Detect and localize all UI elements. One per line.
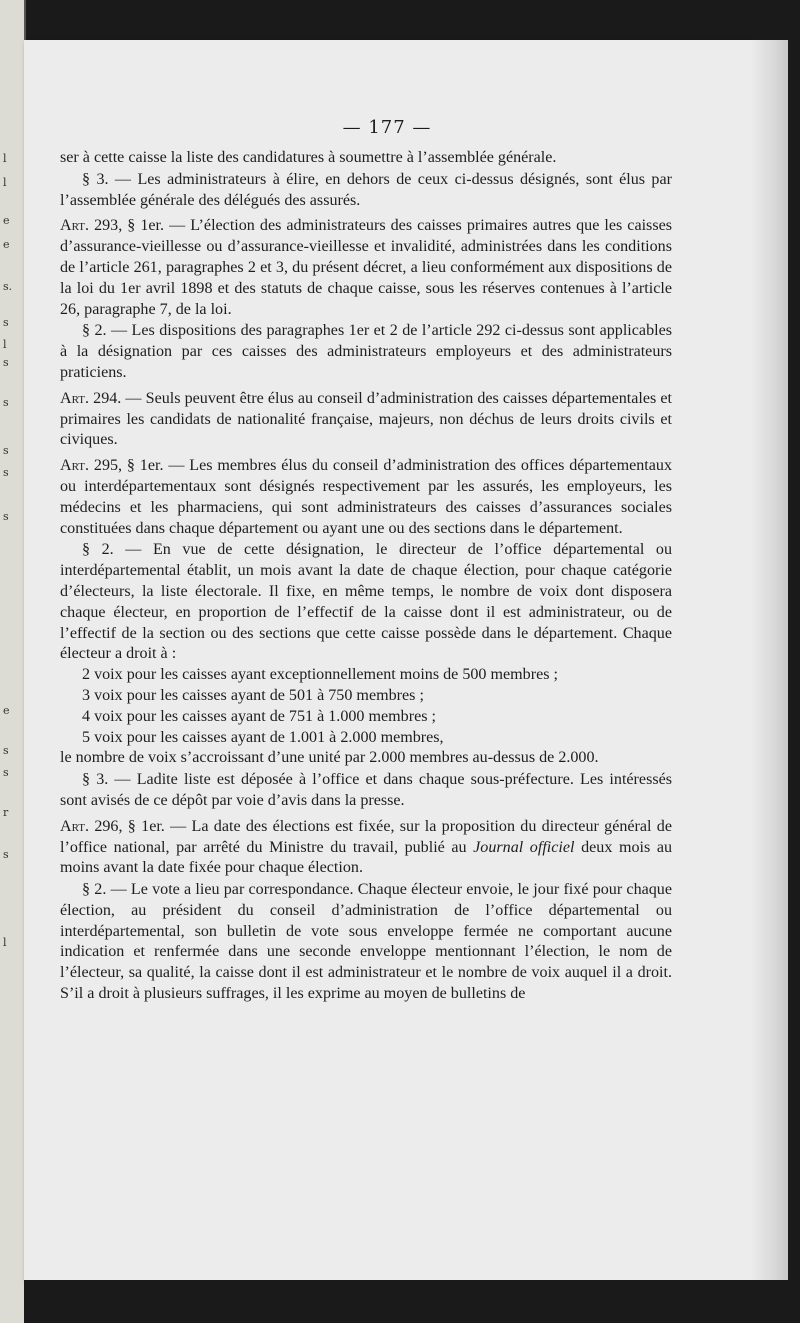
paragraph: § 2. — Les dispositions des paragraphes 1er et 2 de l’article 292 ci-dessus sont applicables à la désignation par ces caisses des administrateurs employeurs et des administrateurs praticiens. xyxy=(60,322,672,381)
margin-mark: l xyxy=(3,338,7,351)
article-paragraph xyxy=(60,389,672,451)
margin-mark: s xyxy=(3,316,9,329)
paragraph: § 2. — Le vote a lieu par correspondance. Chaque électeur envoie, le jour fixé pour chaque élection, au président du conseil d’administration de l’office départemental ou interdépartemental, son bulletin de vote sous enveloppe fermée ne comportant aucune indication et renfermée dans une seconde enveloppe mentionnant l’élection, le nom de l’électeur, sa qualité, la caisse dont il est administrateur et le nombre de voix auquel il a droit. S’il a droit à plusieurs suffrages, il les exprime au moyen de bulletins de xyxy=(60,881,672,1003)
margin-mark: s xyxy=(3,396,9,409)
paragraph: § 3. — Ladite liste est déposée à l’office et dans chaque sous-préfecture. Les intéressés sont avisés de ce dépôt par voie d’avis dans la presse. xyxy=(60,771,672,809)
article-label: Art. xyxy=(60,389,90,407)
margin-mark: e xyxy=(3,704,10,717)
article-paragraph xyxy=(60,216,672,320)
paragraph: § 3. — Les administrateurs à élire, en dehors de ceux ci-dessus désignés, sont élus par l’assemblée générale des délégués des assurés. xyxy=(60,170,672,209)
article-paragraph xyxy=(60,456,672,539)
list-item: 3 voix pour les caisses ayant de 501 à 750 membres ; xyxy=(82,686,424,704)
book-page xyxy=(24,40,750,1280)
margin-mark: s xyxy=(3,848,9,861)
journal-title: Journal officiel xyxy=(473,838,575,856)
page-shadow xyxy=(750,40,788,1280)
body-text xyxy=(60,148,672,1005)
article-text: 294. — Seuls peuvent être élus au conseil d’administration des caisses départementales et primaires les candidats de nationalité française, majeurs, non déchus de leurs droits civils et civiques. xyxy=(60,389,672,449)
article-text: 296, § 1er. — La date des élections est fixée, sur la proposition du directeur général de l’office national, par arrêté du Ministre du travail, publié au xyxy=(60,817,672,856)
list-item: 2 voix pour les caisses ayant exceptionnellement moins de 500 membres ; xyxy=(82,666,558,684)
margin-mark: r xyxy=(3,806,9,819)
article-paragraph xyxy=(60,817,672,879)
margin-mark: e xyxy=(3,214,10,227)
article-label: Art. xyxy=(60,457,90,475)
margin-mark: s. xyxy=(3,280,13,293)
margin-mark: s xyxy=(3,466,9,479)
margin-mark: l xyxy=(3,936,7,949)
margin-mark: s xyxy=(3,510,9,523)
margin-mark: l xyxy=(3,176,7,189)
article-label: Art. xyxy=(60,217,90,235)
article-label: Art. xyxy=(60,817,90,835)
margin-mark: s xyxy=(3,356,9,369)
margin-mark: l xyxy=(3,152,7,165)
paragraph: le nombre de voix s’accroissant d’une unité par 2.000 membres au-dessus de 2.000. xyxy=(60,749,599,767)
list-item: 5 voix pour les caisses ayant de 1.001 à 2.000 membres, xyxy=(82,728,444,746)
adjacent-page-edge xyxy=(0,0,26,1323)
margin-mark: e xyxy=(3,238,10,251)
paragraph: ser à cette caisse la liste des candidatures à soumettre à l’assemblée générale. xyxy=(60,149,557,166)
scan-background xyxy=(24,1280,800,1323)
article-text: deux mois au moins avant la date fixée pour chaque élection. xyxy=(60,838,673,877)
article-text: 293, § 1er. — L’élection des administrateurs des caisses primaires autres que les caisses d’assurance-vieillesse ou d’assurance-vieillesse et invalidité, administrées dans les conditions de l’article 261, paragraphes 2 et 3, du présent décret, a lieu conformément aux dispositions de la loi du 1er avril 1898 et des statuts de chaque caisse, sous les réserves contenues à l’article 26, paragraphe 7, de la loi. xyxy=(60,217,672,318)
list-item: 4 voix pour les caisses ayant de 751 à 1.000 membres ; xyxy=(82,707,436,725)
margin-mark: s xyxy=(3,444,9,457)
article-text: 295, § 1er. — Les membres élus du conseil d’administration des offices départementaux ou interdépartementaux sont désignés respectivement par les assurés, les employeurs, les médecins et les pharmaciens, qui sont administrateurs des caisses d’assurances sociales constituées dans chaque département ou ayant une ou des sections dans le département. xyxy=(60,457,672,537)
paragraph: § 2. — En vue de cette désignation, le directeur de l’office départemental ou interdépartemental établit, un mois avant la date de chaque élection, pour chaque catégorie d’électeurs, la liste électorale. Il fixe, en même temps, le nombre de voix dont disposera chaque électeur, en proportion de l’effectif de la caisse dont il est administrateur, ou de l’effectif de la section ou des sections que cette caisse possède dans le département. Chaque électeur a droit à : xyxy=(60,541,672,663)
margin-mark: s xyxy=(3,744,9,757)
page-number: — 177 — xyxy=(342,117,432,138)
margin-mark: s xyxy=(3,766,9,779)
